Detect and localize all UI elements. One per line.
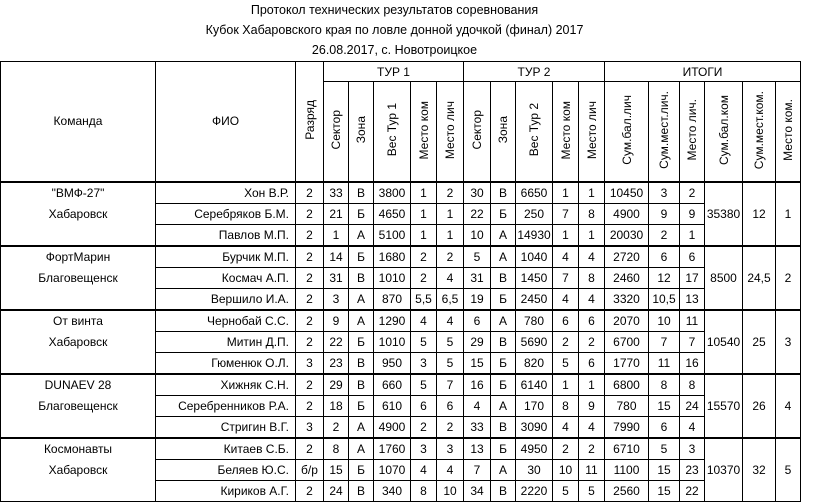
place-pers-total-cell: 6 bbox=[680, 246, 705, 268]
place-team2-cell: 4 bbox=[553, 288, 579, 310]
sum-ball-team-cell: 15570 bbox=[705, 374, 743, 438]
sum-ball-pers-cell: 1770 bbox=[605, 352, 649, 374]
rank-cell: 2 bbox=[296, 224, 324, 246]
place-team1-cell: 5 bbox=[411, 331, 437, 352]
sector1-cell: 23 bbox=[324, 352, 349, 374]
table-row bbox=[1, 310, 801, 332]
weight2-cell: 2450 bbox=[516, 288, 553, 310]
sum-place-pers-cell: 10,5 bbox=[649, 288, 680, 310]
header-team: Команда bbox=[1, 62, 156, 182]
sum-place-pers-cell: 12 bbox=[649, 267, 680, 288]
sum-place-pers-cell: 9 bbox=[649, 203, 680, 224]
zone1-cell: В bbox=[349, 182, 374, 204]
rank-cell: 2 bbox=[296, 438, 324, 460]
team-name-cell: От винта bbox=[1, 310, 156, 332]
sum-place-pers-cell: 11 bbox=[649, 352, 680, 374]
team-city-cell: Благовещенск bbox=[1, 395, 156, 416]
sector2-cell: 19 bbox=[464, 288, 491, 310]
rank-cell: 3 bbox=[296, 416, 324, 438]
zone2-cell: Б bbox=[491, 352, 516, 374]
sum-ball-pers-cell: 2720 bbox=[605, 246, 649, 268]
weight1-cell: 4900 bbox=[374, 416, 411, 438]
place-team2-cell: 2 bbox=[553, 331, 579, 352]
place-team-total-cell: 2 bbox=[776, 246, 801, 310]
sum-ball-pers-cell: 2560 bbox=[605, 480, 649, 501]
place-pers1-cell: 4 bbox=[437, 310, 464, 332]
sector2-cell: 7 bbox=[464, 459, 491, 480]
sector1-cell: 18 bbox=[324, 395, 349, 416]
weight2-cell: 250 bbox=[516, 203, 553, 224]
sector1-cell: 31 bbox=[324, 267, 349, 288]
sum-ball-pers-cell: 3320 bbox=[605, 288, 649, 310]
zone1-cell: В bbox=[349, 267, 374, 288]
place-pers2-cell: 4 bbox=[579, 246, 605, 268]
sum-place-pers-cell: 8 bbox=[649, 374, 680, 396]
team-city-cell: Хабаровск bbox=[1, 331, 156, 352]
sector1-cell: 33 bbox=[324, 182, 349, 204]
table-row bbox=[1, 416, 801, 438]
zone1-cell: А bbox=[349, 288, 374, 310]
sum-place-pers-cell: 6 bbox=[649, 416, 680, 438]
sum-place-team-cell: 24,5 bbox=[743, 246, 776, 310]
team-name-cell: DUNAEV 28 bbox=[1, 374, 156, 396]
place-team1-cell: 2 bbox=[411, 246, 437, 268]
place-team1-cell: 6 bbox=[411, 395, 437, 416]
place-team2-cell: 7 bbox=[553, 203, 579, 224]
sum-ball-team-cell: 8500 bbox=[705, 246, 743, 310]
zone2-cell: А bbox=[491, 459, 516, 480]
sum-place-pers-cell: 15 bbox=[649, 459, 680, 480]
rank-cell: 2 bbox=[296, 310, 324, 332]
fio-cell: Серебренников Р.А. bbox=[156, 395, 296, 416]
weight2-cell: 5690 bbox=[516, 331, 553, 352]
weight2-cell: 6650 bbox=[516, 182, 553, 204]
rank-cell: 2 bbox=[296, 182, 324, 204]
place-pers-total-cell: 24 bbox=[680, 395, 705, 416]
rank-cell: 2 bbox=[296, 267, 324, 288]
sector2-cell: 30 bbox=[464, 182, 491, 204]
header-place-team-2: Место ком bbox=[553, 82, 579, 182]
sector2-cell: 33 bbox=[464, 416, 491, 438]
place-pers-total-cell: 23 bbox=[680, 459, 705, 480]
title-line-1: Протокол технических результатов соревнования bbox=[250, 3, 539, 17]
table-row bbox=[1, 203, 801, 224]
sum-ball-team-cell: 10370 bbox=[705, 438, 743, 502]
weight2-cell: 30 bbox=[516, 459, 553, 480]
header-weight-2: Вес Тур 2 bbox=[516, 82, 553, 182]
title-line-3: 26.08.2017, с. Новотроицкое bbox=[311, 43, 478, 57]
place-pers1-cell: 4 bbox=[437, 267, 464, 288]
weight1-cell: 340 bbox=[374, 480, 411, 501]
fio-cell: Гюменюк О.Л. bbox=[156, 352, 296, 374]
sector1-cell: 1 bbox=[324, 224, 349, 246]
place-team1-cell: 8 bbox=[411, 480, 437, 501]
table-row bbox=[1, 182, 801, 204]
place-pers1-cell: 10 bbox=[437, 480, 464, 501]
zone1-cell: В bbox=[349, 374, 374, 396]
place-team1-cell: 4 bbox=[411, 310, 437, 332]
place-team2-cell: 1 bbox=[553, 182, 579, 204]
sector2-cell: 31 bbox=[464, 267, 491, 288]
place-team-total-cell: 4 bbox=[776, 374, 801, 438]
place-pers-total-cell: 2 bbox=[680, 182, 705, 204]
place-pers2-cell: 9 bbox=[579, 395, 605, 416]
weight2-cell: 2220 bbox=[516, 480, 553, 501]
header-sector-1: Сектор bbox=[324, 82, 349, 182]
sector1-cell: 24 bbox=[324, 480, 349, 501]
place-pers1-cell: 2 bbox=[437, 416, 464, 438]
place-pers1-cell: 1 bbox=[437, 224, 464, 246]
place-pers2-cell: 1 bbox=[579, 182, 605, 204]
fio-cell: Чернобай С.С. bbox=[156, 310, 296, 332]
place-team1-cell: 3 bbox=[411, 352, 437, 374]
place-team2-cell: 5 bbox=[553, 480, 579, 501]
place-pers2-cell: 1 bbox=[579, 224, 605, 246]
header-weight-1: Вес Тур 1 bbox=[374, 82, 411, 182]
rank-cell: 2 bbox=[296, 395, 324, 416]
sum-place-team-cell: 32 bbox=[743, 438, 776, 502]
zone1-cell: Б bbox=[349, 459, 374, 480]
rank-cell: б/р bbox=[296, 459, 324, 480]
sum-place-pers-cell: 7 bbox=[649, 331, 680, 352]
place-team2-cell: 4 bbox=[553, 246, 579, 268]
sum-ball-team-cell: 10540 bbox=[705, 310, 743, 374]
place-pers1-cell: 7 bbox=[437, 374, 464, 396]
zone2-cell: Б bbox=[491, 438, 516, 460]
place-team-total-cell: 1 bbox=[776, 182, 801, 246]
sum-ball-pers-cell: 780 bbox=[605, 395, 649, 416]
place-pers-total-cell: 3 bbox=[680, 438, 705, 460]
place-team1-cell: 5 bbox=[411, 374, 437, 396]
zone1-cell: А bbox=[349, 310, 374, 332]
rank-cell: 2 bbox=[296, 480, 324, 501]
weight1-cell: 1010 bbox=[374, 267, 411, 288]
header-tour1: ТУР 1 bbox=[324, 62, 464, 82]
place-pers-total-cell: 7 bbox=[680, 331, 705, 352]
weight2-cell: 3090 bbox=[516, 416, 553, 438]
zone1-cell: В bbox=[349, 352, 374, 374]
place-pers-total-cell: 4 bbox=[680, 416, 705, 438]
table-row bbox=[1, 374, 801, 396]
sum-place-team-cell: 26 bbox=[743, 374, 776, 438]
place-team2-cell: 5 bbox=[553, 352, 579, 374]
header-sum-ball-team: Сум.бал.ком bbox=[705, 82, 743, 182]
header-zone-2: Зона bbox=[491, 82, 516, 182]
zone2-cell: Б bbox=[491, 288, 516, 310]
sector1-cell: 14 bbox=[324, 246, 349, 268]
sector2-cell: 22 bbox=[464, 203, 491, 224]
place-pers2-cell: 6 bbox=[579, 352, 605, 374]
weight1-cell: 1010 bbox=[374, 331, 411, 352]
header-place-pers-1: Место лич bbox=[437, 82, 464, 182]
place-team1-cell: 2 bbox=[411, 267, 437, 288]
sum-place-team-cell: 25 bbox=[743, 310, 776, 374]
table-row bbox=[1, 480, 801, 501]
fio-cell: Хон В.Р. bbox=[156, 182, 296, 204]
header-rank: Разряд bbox=[296, 62, 324, 182]
fio-cell: Павлов М.П. bbox=[156, 224, 296, 246]
weight1-cell: 660 bbox=[374, 374, 411, 396]
weight1-cell: 1680 bbox=[374, 246, 411, 268]
sector1-cell: 2 bbox=[324, 416, 349, 438]
zone1-cell: А bbox=[349, 416, 374, 438]
rank-cell: 3 bbox=[296, 352, 324, 374]
sector2-cell: 5 bbox=[464, 246, 491, 268]
team-empty-cell bbox=[1, 480, 156, 501]
place-pers2-cell: 2 bbox=[579, 438, 605, 460]
zone2-cell: В bbox=[491, 182, 516, 204]
place-pers1-cell: 2 bbox=[437, 182, 464, 204]
table-row bbox=[1, 246, 801, 268]
sector2-cell: 13 bbox=[464, 438, 491, 460]
fio-cell: Бурчик М.П. bbox=[156, 246, 296, 268]
sum-ball-team-cell: 35380 bbox=[705, 182, 743, 246]
header-place-pers-total: Место лич. bbox=[680, 82, 705, 182]
results-body bbox=[1, 182, 801, 502]
place-pers-total-cell: 1 bbox=[680, 224, 705, 246]
sector2-cell: 4 bbox=[464, 395, 491, 416]
rank-cell: 2 bbox=[296, 374, 324, 396]
sum-ball-pers-cell: 6800 bbox=[605, 374, 649, 396]
table-row bbox=[1, 267, 801, 288]
place-pers1-cell: 6,5 bbox=[437, 288, 464, 310]
team-city-cell: Хабаровск bbox=[1, 459, 156, 480]
rank-cell: 2 bbox=[296, 246, 324, 268]
weight2-cell: 1040 bbox=[516, 246, 553, 268]
place-pers-total-cell: 8 bbox=[680, 374, 705, 396]
zone1-cell: В bbox=[349, 480, 374, 501]
zone2-cell: Б bbox=[491, 374, 516, 396]
place-pers2-cell: 2 bbox=[579, 331, 605, 352]
sector2-cell: 10 bbox=[464, 224, 491, 246]
place-team1-cell: 2 bbox=[411, 416, 437, 438]
place-pers2-cell: 4 bbox=[579, 288, 605, 310]
team-empty-cell bbox=[1, 288, 156, 310]
place-pers-total-cell: 17 bbox=[680, 267, 705, 288]
fio-cell: Кириков А.Г. bbox=[156, 480, 296, 501]
place-pers2-cell: 8 bbox=[579, 267, 605, 288]
table-row bbox=[1, 459, 801, 480]
place-pers1-cell: 2 bbox=[437, 246, 464, 268]
sector1-cell: 21 bbox=[324, 203, 349, 224]
place-team1-cell: 1 bbox=[411, 203, 437, 224]
table-row bbox=[1, 438, 801, 460]
sector1-cell: 15 bbox=[324, 459, 349, 480]
zone1-cell: А bbox=[349, 438, 374, 460]
zone1-cell: Б bbox=[349, 246, 374, 268]
place-team2-cell: 6 bbox=[553, 310, 579, 332]
sum-ball-pers-cell: 1100 bbox=[605, 459, 649, 480]
sum-place-pers-cell: 3 bbox=[649, 182, 680, 204]
sector1-cell: 9 bbox=[324, 310, 349, 332]
team-empty-cell bbox=[1, 416, 156, 438]
place-pers2-cell: 4 bbox=[579, 416, 605, 438]
place-pers-total-cell: 13 bbox=[680, 288, 705, 310]
rank-cell: 2 bbox=[296, 203, 324, 224]
sum-ball-pers-cell: 10450 bbox=[605, 182, 649, 204]
zone2-cell: В bbox=[491, 480, 516, 501]
rank-cell: 2 bbox=[296, 288, 324, 310]
place-pers1-cell: 4 bbox=[437, 459, 464, 480]
header-sum-ball-pers: Сум.бал.лич bbox=[605, 82, 649, 182]
zone1-cell: А bbox=[349, 224, 374, 246]
weight2-cell: 1450 bbox=[516, 267, 553, 288]
place-team2-cell: 10 bbox=[553, 459, 579, 480]
team-city-cell: Хабаровск bbox=[1, 203, 156, 224]
place-pers2-cell: 8 bbox=[579, 203, 605, 224]
weight2-cell: 780 bbox=[516, 310, 553, 332]
weight1-cell: 4650 bbox=[374, 203, 411, 224]
place-team1-cell: 1 bbox=[411, 224, 437, 246]
header-tour2: ТУР 2 bbox=[464, 62, 605, 82]
place-team1-cell: 5,5 bbox=[411, 288, 437, 310]
table-row bbox=[1, 288, 801, 310]
weight1-cell: 1290 bbox=[374, 310, 411, 332]
weight2-cell: 820 bbox=[516, 352, 553, 374]
weight2-cell: 4950 bbox=[516, 438, 553, 460]
place-team1-cell: 3 bbox=[411, 438, 437, 460]
place-team1-cell: 1 bbox=[411, 182, 437, 204]
fio-cell: Китаев С.Б. bbox=[156, 438, 296, 460]
place-pers2-cell: 6 bbox=[579, 310, 605, 332]
weight2-cell: 6140 bbox=[516, 374, 553, 396]
place-pers2-cell: 11 bbox=[579, 459, 605, 480]
zone1-cell: Б bbox=[349, 203, 374, 224]
place-pers1-cell: 3 bbox=[437, 438, 464, 460]
table-row bbox=[1, 352, 801, 374]
zone2-cell: А bbox=[491, 246, 516, 268]
team-city-cell: Благовещенск bbox=[1, 267, 156, 288]
sum-place-pers-cell: 6 bbox=[649, 246, 680, 268]
fio-cell: Стригин В.Г. bbox=[156, 416, 296, 438]
sum-place-pers-cell: 15 bbox=[649, 480, 680, 501]
team-name-cell: Космонавты bbox=[1, 438, 156, 460]
sector2-cell: 34 bbox=[464, 480, 491, 501]
table-row bbox=[1, 331, 801, 352]
place-pers-total-cell: 9 bbox=[680, 203, 705, 224]
fio-cell: Митин Д.П. bbox=[156, 331, 296, 352]
zone1-cell: Б bbox=[349, 395, 374, 416]
sum-ball-pers-cell: 20030 bbox=[605, 224, 649, 246]
fio-cell: Хижняк С.Н. bbox=[156, 374, 296, 396]
header-zone-1: Зона bbox=[349, 82, 374, 182]
fio-cell: Серебряков Б.М. bbox=[156, 203, 296, 224]
header-place-team-total: Место ком. bbox=[776, 82, 801, 182]
header-sector-2: Сектор bbox=[464, 82, 491, 182]
title-line-2: Кубок Хабаровского края по ловле донной удочкой (финал) 2017 bbox=[205, 23, 584, 37]
place-team2-cell: 4 bbox=[553, 416, 579, 438]
place-pers1-cell: 6 bbox=[437, 395, 464, 416]
team-empty-cell bbox=[1, 224, 156, 246]
sum-place-team-cell: 12 bbox=[743, 182, 776, 246]
results-table bbox=[0, 61, 801, 502]
table-row bbox=[1, 224, 801, 246]
sum-ball-pers-cell: 2070 bbox=[605, 310, 649, 332]
place-pers-total-cell: 11 bbox=[680, 310, 705, 332]
team-name-cell: "ВМФ-27" bbox=[1, 182, 156, 204]
weight1-cell: 1070 bbox=[374, 459, 411, 480]
zone2-cell: В bbox=[491, 267, 516, 288]
place-team2-cell: 7 bbox=[553, 267, 579, 288]
sum-ball-pers-cell: 7990 bbox=[605, 416, 649, 438]
sector2-cell: 16 bbox=[464, 374, 491, 396]
weight2-cell: 14930 bbox=[516, 224, 553, 246]
sum-place-pers-cell: 10 bbox=[649, 310, 680, 332]
weight1-cell: 5100 bbox=[374, 224, 411, 246]
zone2-cell: Б bbox=[491, 203, 516, 224]
sector1-cell: 29 bbox=[324, 374, 349, 396]
sector2-cell: 6 bbox=[464, 310, 491, 332]
weight1-cell: 1760 bbox=[374, 438, 411, 460]
place-team2-cell: 1 bbox=[553, 374, 579, 396]
rank-cell: 2 bbox=[296, 331, 324, 352]
team-empty-cell bbox=[1, 352, 156, 374]
sum-ball-pers-cell: 4900 bbox=[605, 203, 649, 224]
weight1-cell: 870 bbox=[374, 288, 411, 310]
sector2-cell: 15 bbox=[464, 352, 491, 374]
place-pers1-cell: 5 bbox=[437, 331, 464, 352]
zone2-cell: А bbox=[491, 395, 516, 416]
fio-cell: Космач А.П. bbox=[156, 267, 296, 288]
header-place-pers-2: Место лич bbox=[579, 82, 605, 182]
place-team-total-cell: 5 bbox=[776, 438, 801, 502]
place-team1-cell: 4 bbox=[411, 459, 437, 480]
weight1-cell: 950 bbox=[374, 352, 411, 374]
zone2-cell: В bbox=[491, 331, 516, 352]
zone2-cell: В bbox=[491, 416, 516, 438]
zone2-cell: А bbox=[491, 310, 516, 332]
sum-place-pers-cell: 2 bbox=[649, 224, 680, 246]
sector1-cell: 8 bbox=[324, 438, 349, 460]
header-sum-place-pers: Сум.мест.лич. bbox=[649, 82, 680, 182]
sum-ball-pers-cell: 6700 bbox=[605, 331, 649, 352]
header-totals: ИТОГИ bbox=[605, 62, 801, 82]
place-team2-cell: 2 bbox=[553, 438, 579, 460]
place-pers1-cell: 1 bbox=[437, 203, 464, 224]
place-pers2-cell: 1 bbox=[579, 374, 605, 396]
fio-cell: Вершило И.А. bbox=[156, 288, 296, 310]
place-team-total-cell: 3 bbox=[776, 310, 801, 374]
sector1-cell: 3 bbox=[324, 288, 349, 310]
fio-cell: Беляев Ю.С. bbox=[156, 459, 296, 480]
place-team2-cell: 1 bbox=[553, 224, 579, 246]
sector1-cell: 22 bbox=[324, 331, 349, 352]
weight2-cell: 170 bbox=[516, 395, 553, 416]
weight1-cell: 3800 bbox=[374, 182, 411, 204]
zone2-cell: А bbox=[491, 224, 516, 246]
sum-place-pers-cell: 15 bbox=[649, 395, 680, 416]
sum-ball-pers-cell: 2460 bbox=[605, 267, 649, 288]
header-place-team-1: Место ком bbox=[411, 82, 437, 182]
place-pers1-cell: 5 bbox=[437, 352, 464, 374]
sector2-cell: 29 bbox=[464, 331, 491, 352]
sum-ball-pers-cell: 6710 bbox=[605, 438, 649, 460]
weight1-cell: 610 bbox=[374, 395, 411, 416]
place-pers-total-cell: 22 bbox=[680, 480, 705, 501]
place-team2-cell: 8 bbox=[553, 395, 579, 416]
place-pers2-cell: 5 bbox=[579, 480, 605, 501]
table-row bbox=[1, 395, 801, 416]
sum-place-pers-cell: 5 bbox=[649, 438, 680, 460]
header-fio: ФИО bbox=[156, 62, 296, 182]
zone1-cell: Б bbox=[349, 331, 374, 352]
team-name-cell: ФортМарин bbox=[1, 246, 156, 268]
header-sum-place-team: Сум.мест.ком. bbox=[743, 82, 776, 182]
place-pers-total-cell: 16 bbox=[680, 352, 705, 374]
